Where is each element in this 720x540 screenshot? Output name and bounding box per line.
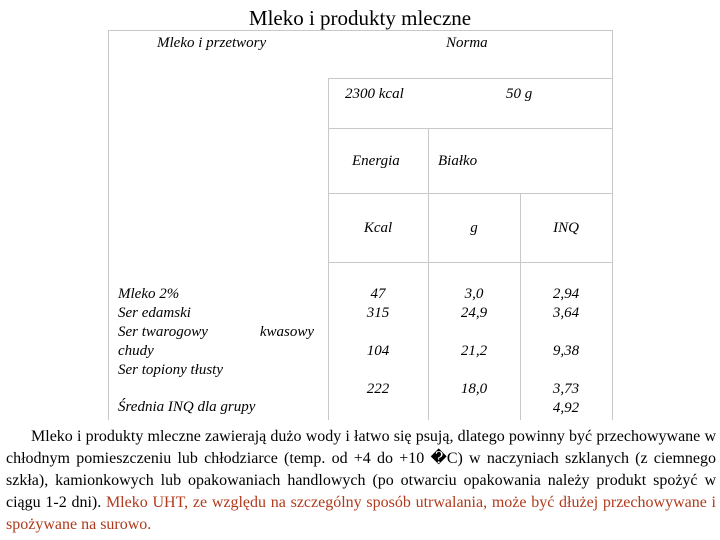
average-label: Średnia INQ dla grupy: [118, 399, 256, 415]
g-value: 3,0: [464, 286, 484, 302]
product-name-row3: Ser twarogowy kwasowy: [118, 324, 314, 340]
inq-value: 3,73: [552, 381, 580, 397]
g-value: 18,0: [460, 381, 488, 397]
header-product-group: Mleko i przetwory: [157, 35, 267, 51]
product-list: [118, 285, 314, 380]
kcal-value: 47: [370, 286, 386, 302]
energy-label: Energia: [352, 153, 400, 169]
unit-kcal: Kcal: [363, 220, 393, 236]
kcal-value: 222: [366, 381, 390, 397]
product-name: Mleko 2%: [118, 286, 180, 302]
unit-g: g: [470, 220, 478, 236]
product-name: Ser edamski: [118, 305, 191, 321]
page-title: Mleko i produkty mleczne: [248, 6, 472, 30]
header-norma: Norma: [446, 35, 488, 51]
kcal-value: 315: [366, 305, 390, 321]
kcal-norm: 2300 kcal: [345, 86, 404, 102]
inq-value: 9,38: [552, 343, 580, 359]
product-name-row3-cont: chudy: [118, 343, 154, 359]
description-paragraph: [6, 426, 716, 536]
protein-label: Białko: [438, 153, 478, 169]
uht-note: Mleko UHT, ze względu na szczególny sposób utrwalania, może być dłużej przechowywane i spożywane na surowo.: [6, 494, 717, 533]
protein-norm: 50 g: [506, 86, 533, 102]
unit-inq: INQ: [553, 220, 579, 236]
storage-text: Mleko i produkty mleczne zawierają dużo wody i łatwo się psują, dlatego powinny być przechowywane w chłodnym pomieszczeniu lub chłodziarce (temp. od +4 do +10 �C) w naczyniach szklanych (z ciemnego szkła), kamionkowych lub opakowaniach handlowych (po otwarciu opakowania należy produkt spożyć w ciągu 1-2 dni).: [6, 428, 716, 511]
inq-average: 4,92: [552, 400, 580, 416]
product-name: Ser topiony tłusty: [118, 362, 223, 378]
g-value: 21,2: [460, 343, 488, 359]
inq-value: 2,94: [552, 286, 580, 302]
kcal-value: 104: [366, 343, 390, 359]
inq-value: 3,64: [552, 305, 580, 321]
g-value: 24,9: [460, 305, 488, 321]
